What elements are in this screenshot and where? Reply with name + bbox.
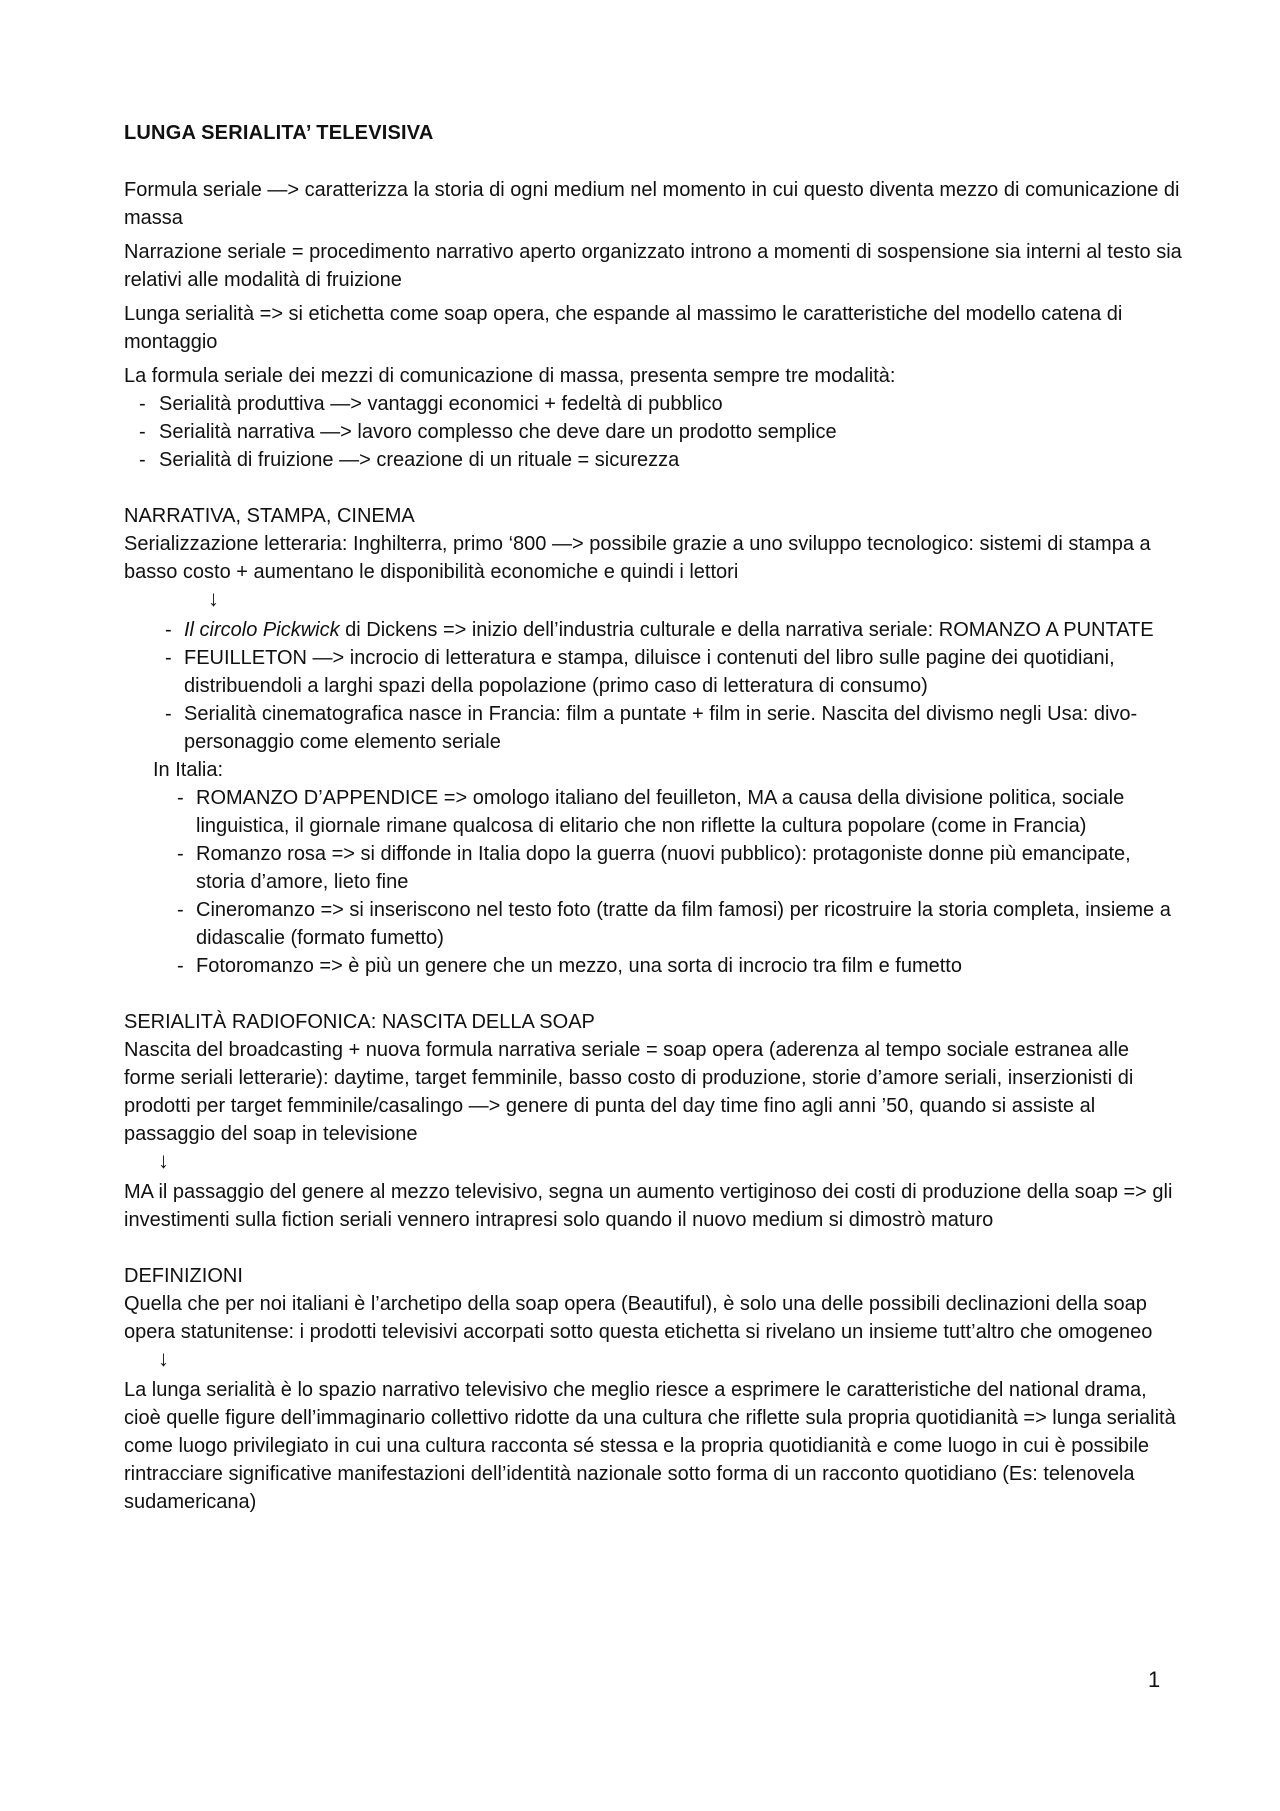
section-heading-definizioni: DEFINIZIONI bbox=[124, 1265, 243, 1287]
list-item: - Serialità produttiva —> vantaggi economici + fedeltà di pubblico bbox=[124, 390, 1184, 418]
list-item bbox=[153, 616, 1184, 644]
italia-list bbox=[153, 784, 1184, 980]
list-item: - Serialità narrativa —> lavoro complesso che deve dare un prodotto semplice bbox=[124, 418, 1184, 446]
intro-paragraph-formula: Formula seriale —> caratterizza la storia di ogni medium nel momento in cui questo diventa mezzo di comunicazione di massa bbox=[124, 179, 1180, 229]
definizioni-paragraph-national-drama: La lunga serialità è lo spazio narrativo televisivo che meglio riesce a esprimere le caratteristiche del national drama, cioè quelle figure dell’immaginario collettivo ridotte da una cultura che riflette sula propria quotidianità => lunga serialità come luogo privilegiato in cui una cultura racconta sé stessa e la propria quotidianità e come luogo in cui è possibile rintracciare significative manifestazioni dell’identità nazionale sotto forma di un racconto quotidiano (Es: telenovela sudamericana) bbox=[124, 1379, 1176, 1513]
book-title: Il circolo Pickwick bbox=[184, 619, 340, 641]
list-item: - Romanzo rosa => si diffonde in Italia dopo la guerra (nuovi pubblico): protagoniste donne più emancipate, storia d’amore, lieto fine bbox=[153, 840, 1184, 896]
radio-paragraph-passaggio: MA il passaggio del genere al mezzo televisivo, segna un aumento vertiginoso dei costi di produzione della soap => gli investimenti sulla fiction seriali vennero intrapresi solo quando il nuovo medium si dimostrò maturo bbox=[124, 1181, 1173, 1231]
radio-paragraph-broadcasting: Nascita del broadcasting + nuova formula narrativa seriale = soap opera (aderenza al tempo sociale estranea alle forme seriali letterarie): daytime, target femminile, basso costo di produzione, storie d’amore seriali, inserzionisti di prodotti per target femminile/casalingo —> genere di punta del day time fino agli anni ’50, quando si assiste al passaggio del soap in televisione bbox=[124, 1039, 1134, 1145]
list-item: - Serialità di fruizione —> creazione di un rituale = sicurezza bbox=[124, 446, 1184, 474]
page-number: 1 bbox=[1148, 1667, 1161, 1692]
modalities-list bbox=[124, 390, 1184, 474]
narrativa-paragraph: Serializzazione letteraria: Inghilterra, primo ‘800 —> possibile grazie a uno sviluppo tecnologico: sistemi di stampa a basso costo + aumentano le disponibilità economiche e quindi i lettori bbox=[124, 533, 1151, 583]
list-item: - Serialità cinematografica nasce in Francia: film a puntate + film in serie. Nascita del divismo negli Usa: divo-personaggio come elemento seriale bbox=[153, 700, 1184, 756]
section-heading-narrativa: NARRATIVA, STAMPA, CINEMA bbox=[124, 505, 415, 527]
italia-label: In Italia: bbox=[153, 759, 224, 781]
document-body bbox=[124, 176, 1184, 1516]
list-item: - Cineromanzo => si inseriscono nel testo foto (tratte da film famosi) per ricostruire la storia completa, insieme a didascalie (formato fumetto) bbox=[153, 896, 1184, 952]
section-heading-radio: SERIALITÀ RADIOFONICA: NASCITA DELLA SOAP bbox=[124, 1011, 595, 1033]
document-title: LUNGA SERIALITA’ TELEVISIVA bbox=[124, 122, 434, 144]
list-item: - Fotoromanzo => è più un genere che un mezzo, una sorta di incrocio tra film e fumetto bbox=[153, 952, 1184, 980]
intro-paragraph-modalita: La formula seriale dei mezzi di comunicazione di massa, presenta sempre tre modalità: bbox=[124, 365, 896, 387]
down-arrow-icon: ↓ bbox=[158, 1148, 169, 1173]
intro-paragraph-lunga-serialita: Lunga serialità => si etichetta come soap opera, che espande al massimo le caratteristiche del modello catena di montaggio bbox=[124, 303, 1123, 353]
definizioni-paragraph-beautiful: Quella che per noi italiani è l’archetipo della soap opera (Beautiful), è solo una delle possibili declinazioni della soap opera statunitense: i prodotti televisivi accorpati sotto questa etichetta si rivelano un insieme tutt’altro che omogeneo bbox=[124, 1293, 1153, 1343]
down-arrow-icon: ↓ bbox=[158, 1346, 169, 1371]
intro-paragraph-narrazione: Narrazione seriale = procedimento narrativo aperto organizzato introno a momenti di sospensione sia interni al testo sia relativi alle modalità di fruizione bbox=[124, 241, 1182, 291]
list-item: - ROMANZO D’APPENDICE => omologo italiano del feuilleton, MA a causa della divisione politica, sociale linguistica, il giornale rimane qualcosa di elitario che non riflette la cultura popolare (come in Francia) bbox=[153, 784, 1184, 840]
narrativa-list bbox=[153, 616, 1184, 756]
down-arrow-icon: ↓ bbox=[208, 586, 219, 611]
list-item-text: di Dickens => inizio dell’industria culturale e della narrativa seriale: ROMANZO A PUNTATE bbox=[339, 619, 1154, 641]
list-item: - FEUILLETON —> incrocio di letteratura e stampa, diluisce i contenuti del libro sulle pagine dei quotidiani, distribuendoli a larghi spazi della popolazione (primo caso di letteratura di consumo) bbox=[153, 644, 1184, 700]
